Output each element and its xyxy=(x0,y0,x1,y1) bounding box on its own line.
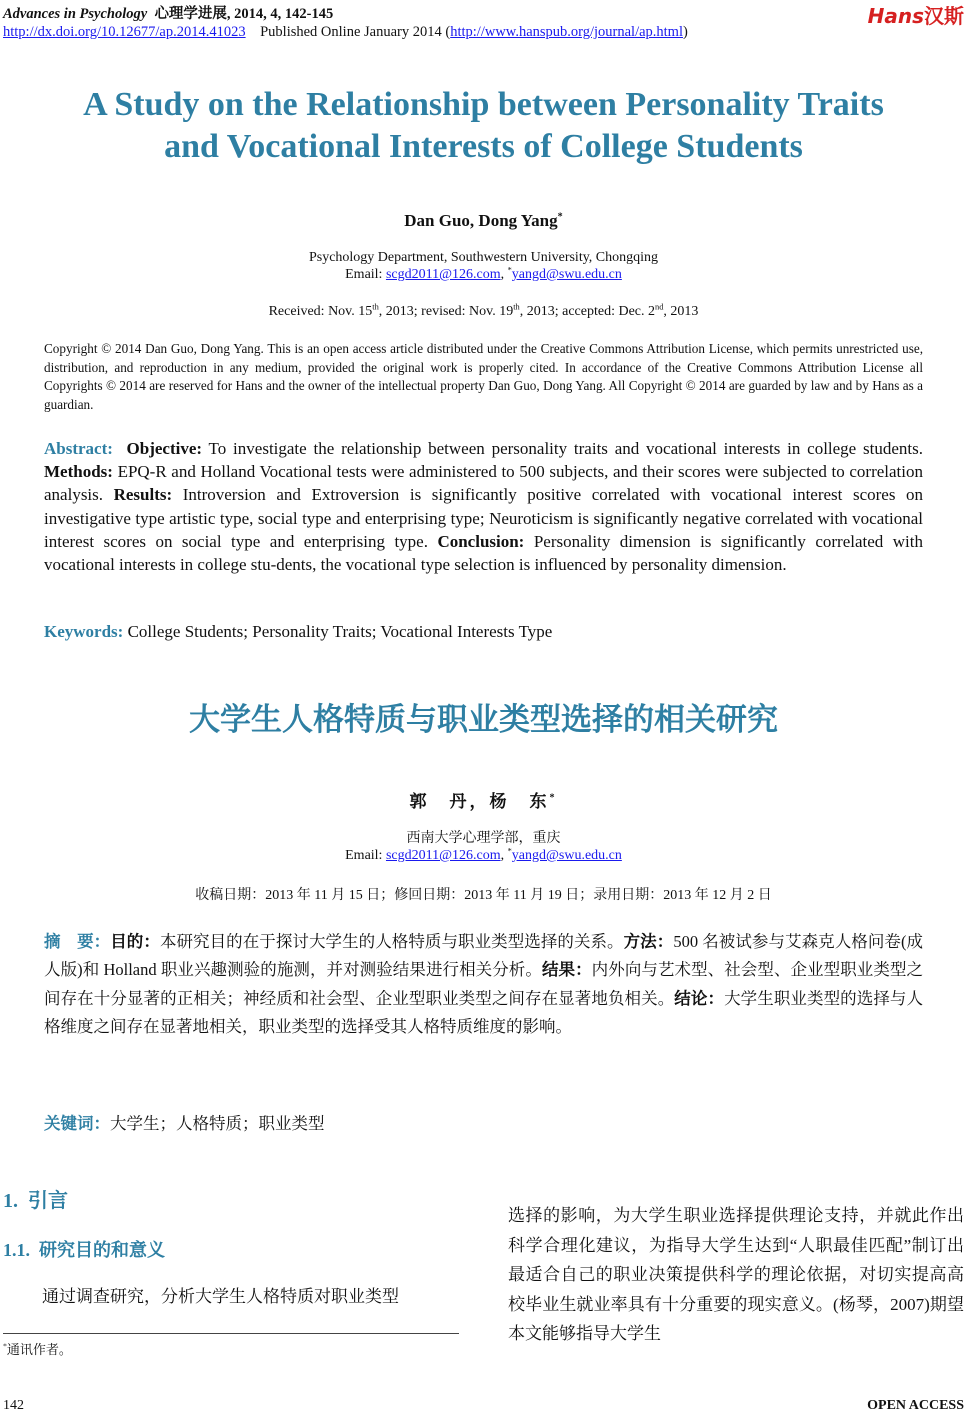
objective-text: To investigate the relationship between personality traits and vocational interests in college students. xyxy=(202,439,924,458)
email-line-cn xyxy=(0,848,967,864)
conclusion-text: Personality dimension is significantly correlated with vocational interests in college stu-dents, the vocational type selection is influenced by personality dimension. xyxy=(44,531,923,575)
objective-label-cn: 目的： xyxy=(110,932,160,951)
methods-text-cn: 500 名被试参与艾森克人格问卷(成人版)和 Holland 职业兴趣测验的施测，并对测验结果进行相关分析。 xyxy=(44,932,924,980)
author-names-cn: 郭 丹，杨 东 xyxy=(409,792,550,811)
journal-header xyxy=(3,2,333,23)
corresponding-mark: * xyxy=(557,211,563,223)
methods-text: EPQ-R and Holland Vocational tests were administered to 500 subjects, and their scores were subjected to correlation analysis. xyxy=(44,462,923,505)
results-text: Introversion and Extroversion is significantly positive correlated with vocational interest scores on investigative type artistic type, social type and enterprising type; Neuroticism is significantly negative correlated with vocational interest scores on social type and enterprising type. xyxy=(44,485,923,551)
abstract-en xyxy=(44,437,923,576)
email-link-cn-1[interactable]: scgd2011@126.com xyxy=(385,848,501,863)
email-link-2[interactable]: yangd@swu.edu.cn xyxy=(511,267,622,282)
journal-url-link[interactable]: http://www.hanspub.org/journal/ap.html xyxy=(450,24,683,40)
paper-title-en xyxy=(0,84,967,168)
footnote xyxy=(3,1339,72,1358)
footnote-divider xyxy=(3,1333,459,1334)
authors-en xyxy=(0,211,967,231)
title-en-line1: A Study on the Relationship between Personality Traits xyxy=(83,86,884,123)
open-access-label: OPEN ACCESS xyxy=(867,1398,964,1413)
keywords-text-cn: 大学生；人格特质；职业类型 xyxy=(110,1114,325,1133)
journal-name-en: Advances in Psychology xyxy=(3,6,148,22)
keywords-en xyxy=(44,622,552,642)
section-1-1-heading xyxy=(3,1236,165,1262)
corresponding-mark-cn: * xyxy=(549,792,558,804)
conclusion-text-cn: 大学生职业类型的选择与人格维度之间存在显著地相关，职业类型的选择受其人格特质维度的影响。 xyxy=(44,988,924,1036)
methods-label: Methods: xyxy=(44,462,113,482)
paper-title-cn: 大学生人格特质与职业类型选择的相关研究 xyxy=(189,702,778,738)
published-text: Published Online January 2014 ( xyxy=(260,24,451,40)
logo-text-cn: 汉斯 xyxy=(924,4,964,28)
revised-date: , 2013; revised: Nov. 19 xyxy=(378,304,514,319)
email-sep-cn: , xyxy=(500,848,508,863)
hans-logo xyxy=(868,0,964,29)
doi-link[interactable]: http://dx.doi.org/10.12677/ap.2014.41023 xyxy=(3,24,246,40)
email-mark: * xyxy=(507,265,512,275)
section-1-title: 引言 xyxy=(28,1190,68,1212)
email-label-cn: Email: xyxy=(345,848,386,863)
accepted-suffix: nd xyxy=(655,302,664,312)
publication-line xyxy=(3,24,688,41)
email-link-cn-2[interactable]: yangd@swu.edu.cn xyxy=(511,848,622,863)
abstract-label: Abstract: xyxy=(44,439,113,458)
section-1-number: 1. xyxy=(3,1190,18,1212)
keywords-text-en: College Students; Personality Traits; Vocational Interests Type xyxy=(123,622,553,641)
email-sep: , xyxy=(500,267,508,282)
footnote-mark: * xyxy=(3,1341,7,1351)
keywords-label-en: Keywords: xyxy=(44,622,124,641)
abstract-cn xyxy=(44,928,923,1041)
right-column-paragraph: 选择的影响，为大学生职业选择提供理论支持，并就此作出科学合理化建议，为指导大学生达到“人职最佳匹配”制订出最适合自己的职业决策提供科学的理论依据，对切实提高高校毕业生就业率具有十分重要的现实意义。(杨琴，2007)期望本文能够指导大学生 xyxy=(508,1206,964,1343)
methods-label-cn: 方法： xyxy=(623,932,674,951)
logo-text-en: Hans xyxy=(867,4,924,28)
journal-info-cn: 心理学进展, 2014, 4, 142-145 xyxy=(154,6,334,22)
received-date: Received: Nov. 15 xyxy=(268,304,373,319)
title-en-line2: and Vocational Interests of College Students xyxy=(164,128,803,165)
section-1-1-number: 1.1. xyxy=(3,1240,30,1260)
email-link-1[interactable]: scgd2011@126.com xyxy=(385,267,501,282)
email-mark-cn: * xyxy=(507,846,512,856)
email-line-en xyxy=(0,267,967,283)
results-label-cn: 结果： xyxy=(541,960,592,980)
email-label: Email: xyxy=(345,267,386,282)
affiliation-cn: 西南大学心理学部，重庆 xyxy=(406,831,561,846)
section-1-1-title: 研究目的和意义 xyxy=(39,1240,165,1260)
accepted-year: , 2013 xyxy=(663,304,699,319)
copyright-notice: Copyright © 2014 Dan Guo, Dong Yang. This is an open access article distributed under the Creative Commons Attribution License, which permits unrestricted use, distribution, and reproduction in any medium, provided the original work is properly cited. In accordance of the Creative Commons Attribution License all Copyrights © 2014 are reserved for Hans and the owner of the intellectual property Dan Guo, Dong Yang. All Copyright © 2014 are guarded by law and by Hans as a guardian. xyxy=(44,341,923,412)
footnote-text: 通讯作者。 xyxy=(6,1342,72,1357)
received-suffix: th xyxy=(372,302,379,312)
dates-cn: 收稿日期：2013 年 11 月 15 日；修回日期：2013 年 11 月 19 日；录用日期：2013 年 12 月 2 日 xyxy=(195,888,772,903)
revised-suffix: th xyxy=(513,302,520,312)
left-column-paragraph: 通过调查研究，分析大学生人格特质对职业类型 xyxy=(42,1287,399,1306)
page-number: 142 xyxy=(3,1398,24,1413)
accepted-date: , 2013; accepted: Dec. 2 xyxy=(519,304,656,319)
objective-label: Objective: xyxy=(126,439,203,458)
keywords-label-cn: 关键词： xyxy=(44,1114,110,1133)
section-1-heading xyxy=(3,1184,68,1213)
published-close: ) xyxy=(683,24,688,40)
results-text-cn: 内外向与艺术型、社会型、企业型职业类型之间存在十分显著的正相关；神经质和社会型、企业型职业类型之间存在显著地负相关。 xyxy=(44,960,924,1008)
abstract-label-cn: 摘 要： xyxy=(44,932,111,951)
objective-text-cn: 本研究目的在于探讨大学生的人格特质与职业类型选择的关系。 xyxy=(159,932,624,951)
keywords-cn xyxy=(44,1110,325,1134)
affiliation-en: Psychology Department, Southwestern University, Chongqing xyxy=(308,250,659,265)
authors-cn xyxy=(0,787,967,812)
author-names-en: Dan Guo, Dong Yang xyxy=(404,211,558,230)
results-label: Results: xyxy=(113,485,173,505)
dates-en xyxy=(0,304,967,320)
conclusion-label-cn: 结论： xyxy=(674,988,725,1008)
conclusion-label: Conclusion: xyxy=(437,531,525,551)
